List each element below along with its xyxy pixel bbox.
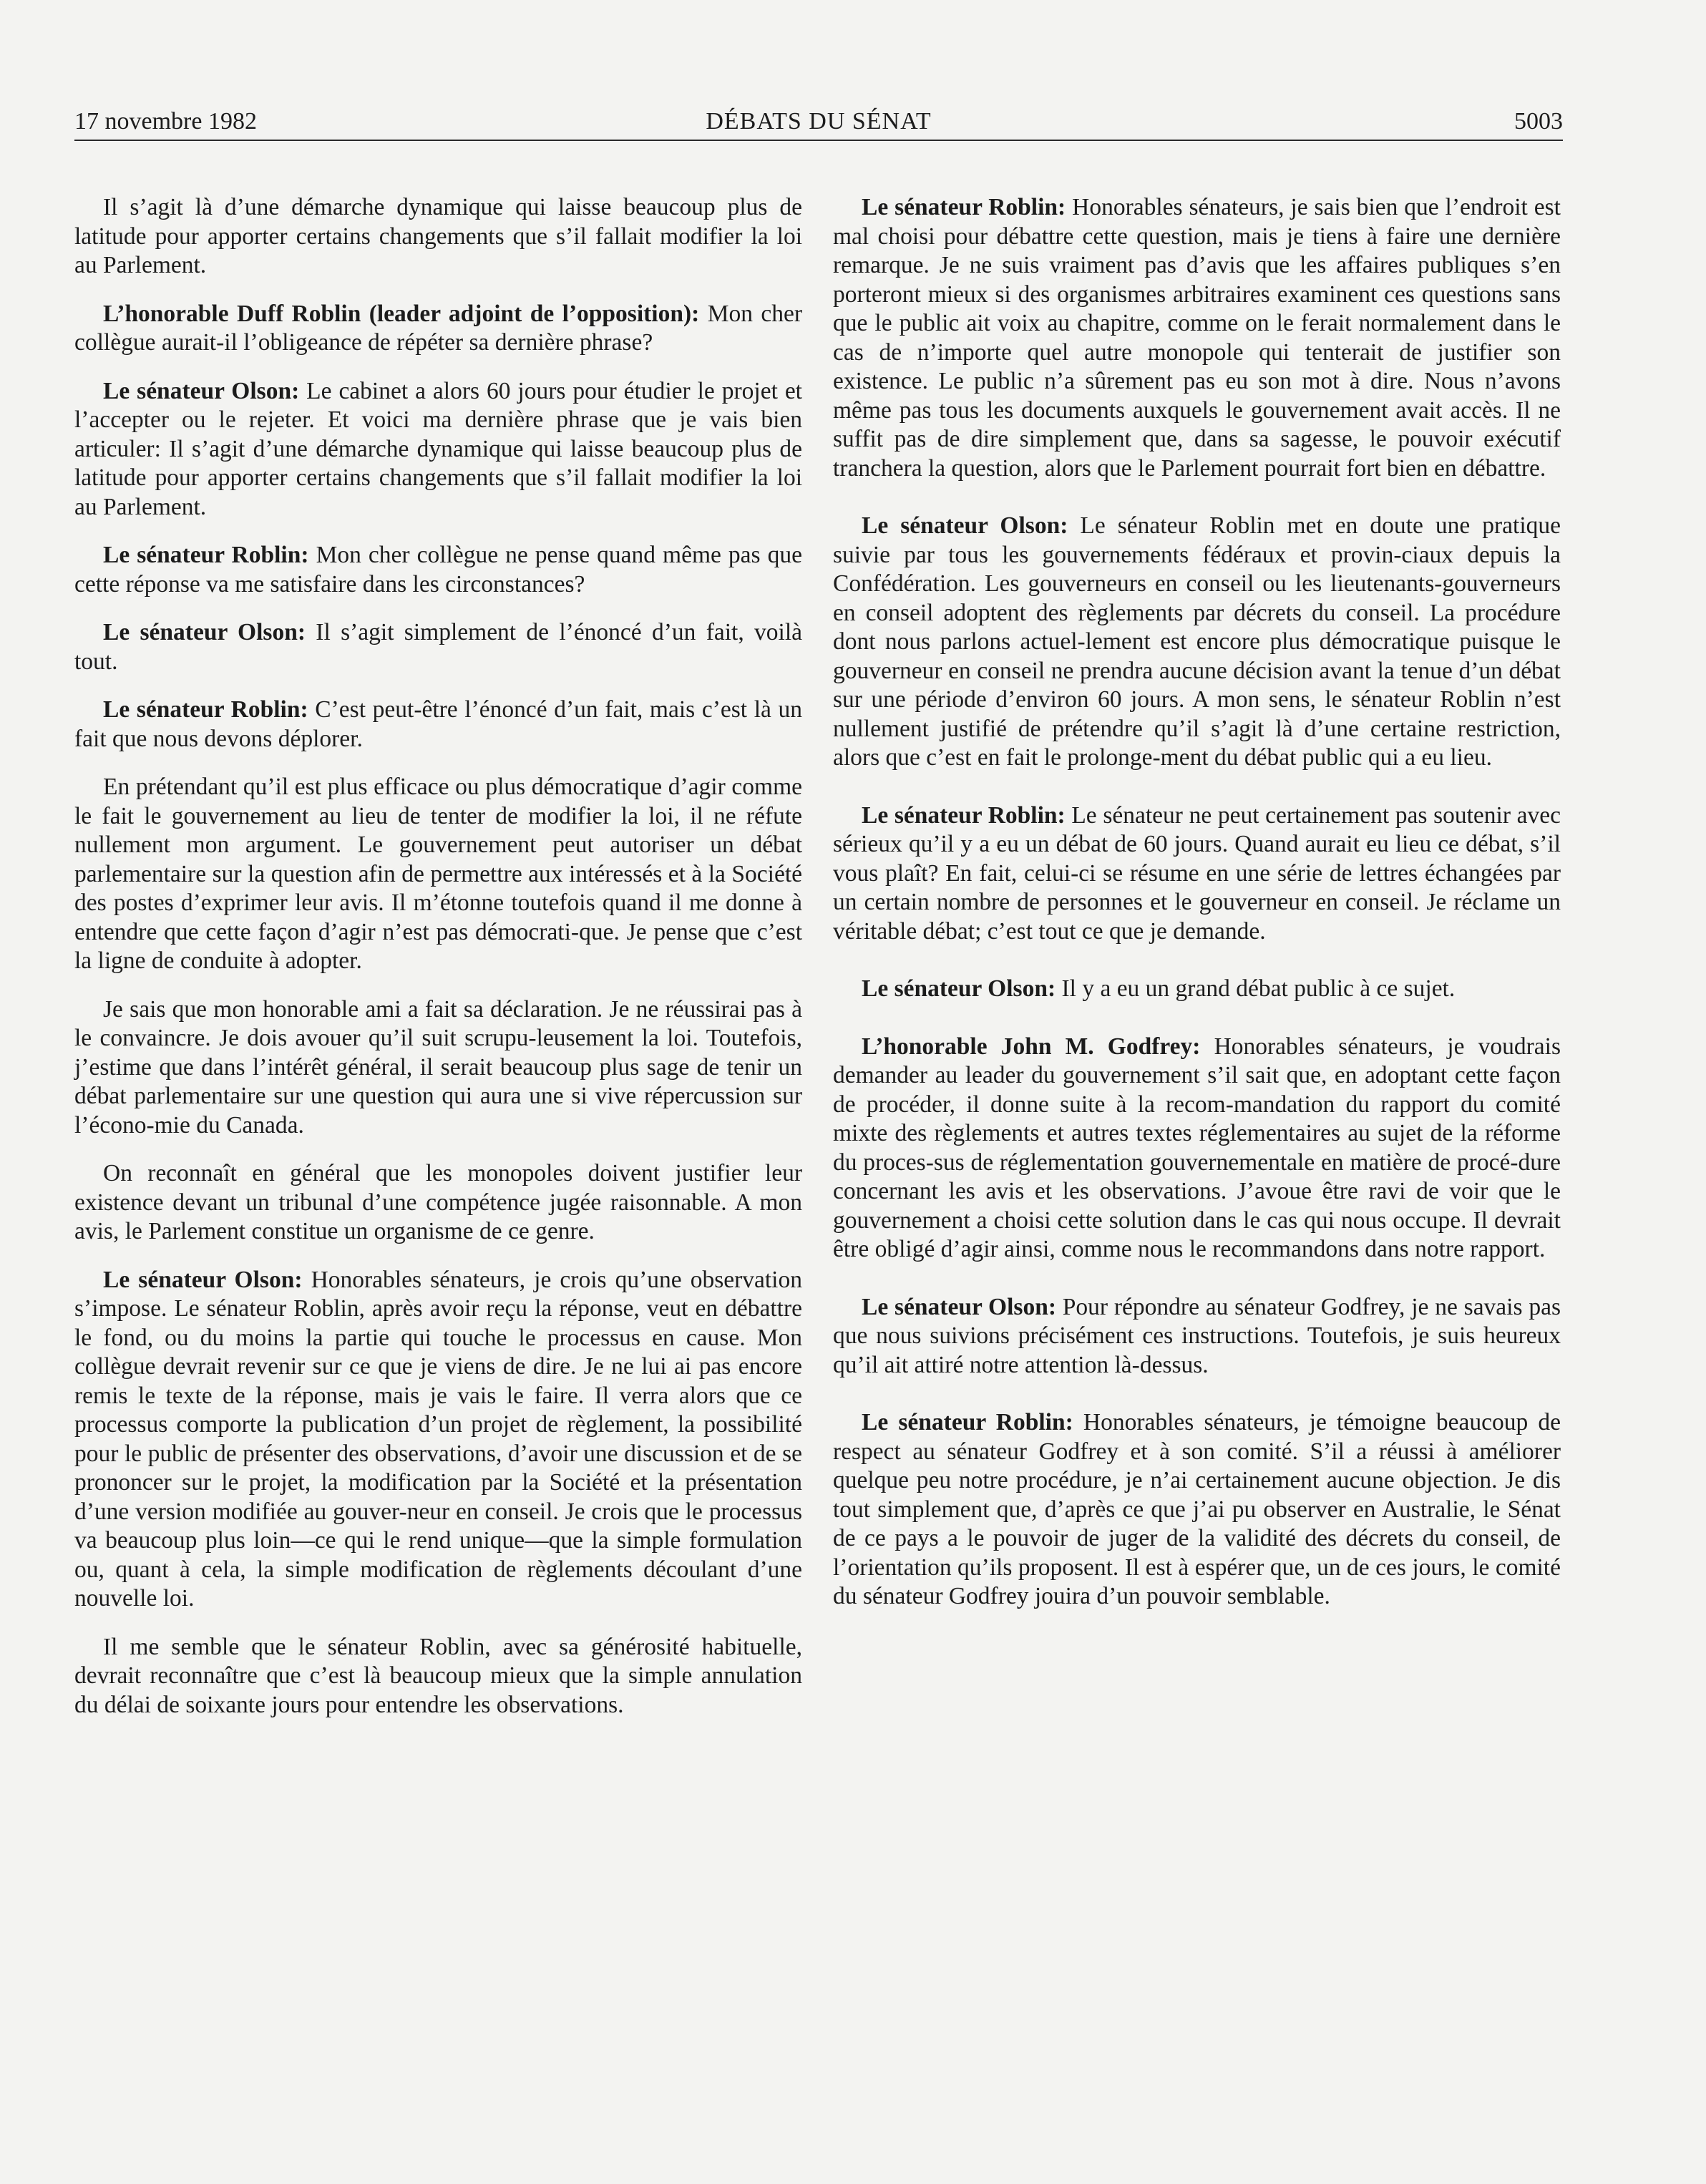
paragraph (74, 618, 802, 676)
speaker: Le sénateur Olson: (103, 377, 300, 404)
paragraph (74, 377, 802, 522)
paragraph-text: Il y a eu un grand débat public à ce sujet. (1061, 975, 1456, 1002)
speaker: Le sénateur Roblin: (862, 801, 1066, 829)
paragraph (833, 1408, 1561, 1612)
paragraph-text: En prétendant qu’il est plus efficace ou plus démocratique d’agir comme le fait le gouvernement au lieu de tenter de modifier la loi, il ne réfute nullement mon argument. Le gouvernement peut autoriser un débat parlementaire sur la question afin de permettre aux intéressés et à la Société des postes d’exprimer leur avis. Il m’étonne toutefois quand il me donne à entendre que cette façon d’agir n’est pas démocrati-que. Je pense que c’est la ligne de conduite à adopter. (74, 774, 802, 974)
speaker: Le sénateur Olson: (862, 975, 1056, 1002)
paragraph-text: Honorables sénateurs, je voudrais demander au leader du gouvernement s’il sait que, en adoptant cette façon de procéder, il donne suite à la recom-mandation du rapport du comité mixte des règlements et autres textes réglementaires au sujet de la réforme du proces-sus de réglementation gouvernementale en matière de procé-dure concernant les avis et les observations. J’avoue être ravi de voir que le gouvernement a choisi cette solution dans le cas qui nous occupe. Il devrait être obligé d’agir ainsi, comme nous le recommandons dans notre rapport. (833, 1033, 1561, 1262)
speaker: Le sénateur Roblin: (103, 696, 308, 723)
right-column (833, 193, 1561, 1640)
paragraph (833, 512, 1561, 773)
paragraph-text: Le sénateur ne peut certainement pas soutenir avec sérieux qu’il y a eu un débat de 60 jours. Quand aurait eu lieu ce débat, s’il vous plaît? En fait, celui-ci se résume en une série de lettres échangées par un certain nombre de personnes et le gouverneur en conseil. Je réclame un véritable débat; c’est tout ce que je demande. (833, 801, 1561, 945)
paragraph (74, 696, 802, 754)
paragraph-text: Honorables sénateurs, je crois qu’une observation s’impose. Le sénateur Roblin, après avoir reçu la réponse, veut en débattre le fond, ou du moins la partie qui touche le processus en cause. Mon collègue devrait revenir sur ce que je viens de dire. Je ne lui ai pas encore remis le texte de la réponse, mais je vais le faire. Il verra alors que ce processus comporte la publication d’un projet de règlement, la possibilité pour le public de présenter des observations, d’avoir une discussion et de se prononcer sur le projet, la modification par la Société et la présentation d’une version modifiée au gouver-neur en conseil. Je crois que le processus va beaucoup plus loin—ce qui le rend unique—que la simple formulation ou, quant à cela, la simple modification de règlements découlant d’une nouvelle loi. (74, 1266, 802, 1612)
paragraph (74, 300, 802, 358)
page-header (74, 106, 1563, 137)
paragraph-text: Mon cher collègue ne pense quand même pas que cette réponse va me satisfaire dans les circonstances? (74, 542, 803, 598)
paragraph (74, 995, 802, 1141)
paragraph (833, 975, 1561, 1004)
paragraph-text: Pour répondre au sénateur Godfrey, je ne savais pas que nous suivions précisément ces instructions. Toutefois, je suis heureux qu’il ait attiré notre attention là-dessus. (833, 1293, 1561, 1378)
speaker: Le sénateur Roblin: (862, 1409, 1073, 1435)
paragraph-text: Honorables sénateurs, je sais bien que l’endroit est mal choisi pour débattre cette question, mais je tiens à faire une dernière remarque. Je ne suis vraiment pas d’avis que les affaires publiques s’en porteront mieux si des organismes arbitraires examinent ces questions sans que le public ait voix au chapitre, comme on le ferait normalement dans le cas de n’importe quel autre monopole qui tenterait de justifier son existence. Le public n’a sûrement pas eu son mot à dire. Nous n’avons même pas tous les documents auxquels le gouvernement avait accès. Il ne suffit pas de dire simplement que, dans sa sagesse, le pouvoir exécutif tranchera la question, alors que le Parlement pourrait fort bien en débattre. (833, 194, 1561, 482)
header-page-number: 5003 (1514, 108, 1563, 135)
speaker: L’honorable Duff Roblin (leader adjoint de l’opposition): (103, 300, 700, 327)
paragraph-text: Il me semble que le sénateur Roblin, avec sa générosité habituelle, devrait reconnaître que c’est là beaucoup mieux que la simple annulation du délai de soixante jours pour entendre les observations. (74, 1633, 802, 1718)
paragraph (74, 1159, 802, 1247)
paragraph-text: Il s’agit là d’une démarche dynamique qui laisse beaucoup plus de latitude pour apporter certains changements que s’il fallait modifier la loi au Parlement. (74, 194, 802, 278)
paragraph-text: Mon cher collègue aurait-il l’obligeance de répéter sa dernière phrase? (74, 300, 802, 356)
speaker: Le sénateur Olson: (862, 512, 1068, 539)
paragraph-text: On reconnaît en général que les monopoles doivent justifier leur existence devant un tribunal d’une compétence jugée raisonnable. A mon avis, le Parlement constitue un organisme de ce genre. (74, 1160, 802, 1244)
paragraph (833, 1293, 1561, 1380)
paragraph (74, 773, 802, 976)
header-rule (74, 140, 1563, 141)
paragraph-text: Le cabinet a alors 60 jours pour étudier le projet et l’accepter ou le rejeter. Et voici ma dernière phrase que je vais bien articuler: Il s’agit d’une démarche dynamique qui laisse beaucoup plus de latitude pour apporter certains changements que s’il fallait modifier la loi au Parlement. (74, 377, 802, 520)
speaker: L’honorable John M. Godfrey: (862, 1033, 1201, 1060)
paragraph (833, 193, 1561, 483)
paragraph-text: Le sénateur Roblin met en doute une pratique suivie par tous les gouvernements fédéraux et provin-ciaux depuis la Confédération. Les gouverneurs en conseil ou les lieutenants-gouverneurs en conseil adoptent des règlements par décrets du conseil. La procédure dont nous parlons actuel-lement est encore plus démocratique puisque le gouverneur en conseil ne prendra aucune décision avant la tenue d’un débat sur une période d’environ 60 jours. A mon sens, le sénateur Roblin n’est nullement justifié de prétendre qu’il s’agit là d’une certaine restriction, alors que c’est en fait le prolonge-ment du débat public qui a eu lieu. (833, 512, 1561, 771)
header-title: DÉBATS DU SÉNAT (706, 108, 932, 135)
paragraph (74, 193, 802, 281)
paragraph-text: Il s’agit simplement de l’énoncé d’un fait, voilà tout. (74, 619, 803, 675)
header-date: 17 novembre 1982 (74, 108, 257, 135)
paragraph (74, 541, 802, 599)
paragraph (74, 1633, 802, 1720)
paragraph (833, 1033, 1561, 1264)
paragraph (74, 1266, 802, 1614)
paragraph (833, 801, 1561, 947)
left-column (74, 193, 802, 1739)
paragraph-text: Je sais que mon honorable ami a fait sa déclaration. Je ne réussirai pas à le convaincre. Je dois avouer qu’il suit scrupu-leusement la loi. Toutefois, j’estime que dans l’intérêt général, il serait beaucoup plus sage de tenir un débat parlementaire sur une question qui aura une si vive répercussion sur l’écono-mie du Canada. (74, 995, 802, 1139)
speaker: Le sénateur Olson: (103, 1266, 303, 1293)
paragraph-text: Honorables sénateurs, je témoigne beaucoup de respect au sénateur Godfrey et à son comité. S’il a réussi à améliorer quelque peu notre procédure, je n’ai certainement aucune objection. Je dis tout simplement que, d’après ce que j’ai pu observer en Australie, le Sénat de ce pays a le pouvoir de juger de la validité des décrets du conseil, de l’orientation qu’ils proposent. Il est à espérer que, un de ces jours, le comité du sénateur Godfrey jouira d’un pouvoir semblable. (833, 1409, 1561, 1609)
paragraph-text: C’est peut-être l’énoncé d’un fait, mais c’est là un fait que nous devons déplorer. (74, 696, 803, 752)
speaker: Le sénateur Olson: (862, 1293, 1056, 1320)
speaker: Le sénateur Olson: (103, 619, 306, 645)
speaker: Le sénateur Roblin: (103, 542, 309, 568)
speaker: Le sénateur Roblin: (862, 194, 1066, 220)
